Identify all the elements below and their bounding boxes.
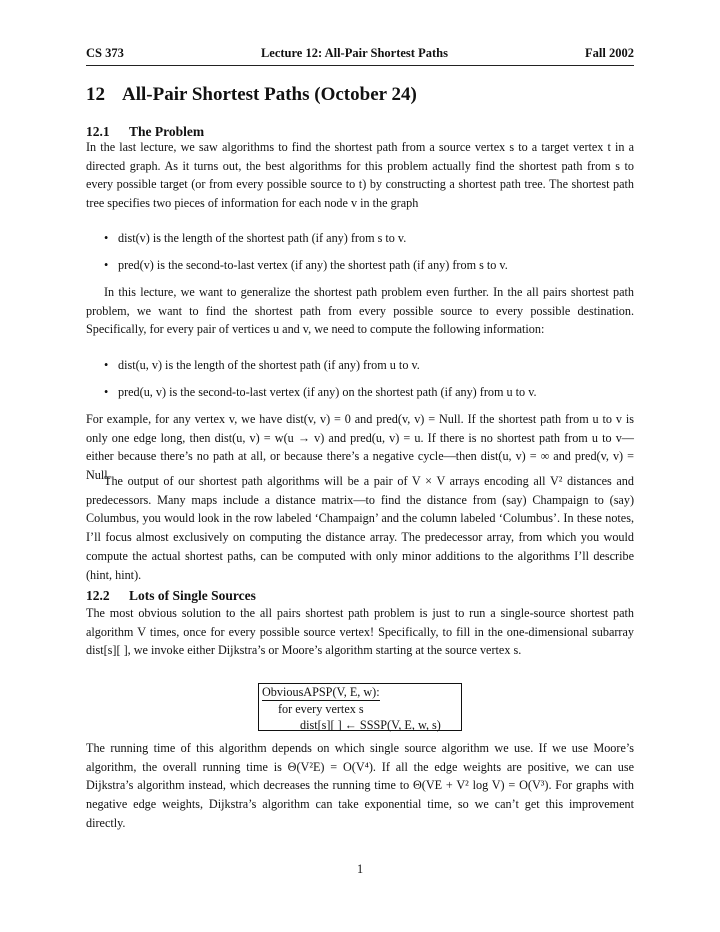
bullet-dot: • — [104, 358, 109, 372]
bullet-dot: • — [104, 385, 109, 399]
section-title: The Problem — [129, 124, 205, 139]
algorithm-line: for every vertex s — [278, 702, 364, 716]
bullet-text: pred(u, v) is the second-to-last vertex (if any) on the shortest path (if any) from u to v. — [118, 385, 537, 399]
algorithm-box — [258, 683, 462, 731]
section-number: 12.1 — [86, 124, 110, 139]
bullet-text: pred(v) is the second-to-last vertex (if any) the shortest path (if any) from s to v. — [118, 258, 508, 272]
bullet-item — [104, 256, 634, 275]
bullet-dot: • — [104, 258, 109, 272]
chapter-number: 12 — [86, 84, 105, 105]
bullet-text: dist(u, v) is the length of the shortest path (if any) from u to v. — [118, 358, 420, 372]
chapter-heading — [86, 84, 417, 106]
section-heading-2 — [86, 588, 256, 604]
section-title: Lots of Single Sources — [129, 588, 256, 603]
header-course: CS 373 — [86, 46, 124, 60]
paragraph-5: The most obvious solution to the all pairs shortest path problem is just to run a single-source shortest path algorithm V times, once for every possible source vertex! Specifically, to fill in the one-dimensional subarray dist[s][ ], we invoke either Dijkstra’s or Moore’s algorithm starting at the source vertex s. — [86, 606, 634, 658]
algorithm-line: dist[s][ ] ← SSSP(V, E, w, s) — [300, 718, 441, 732]
header-lecture: Lecture 12: All-Pair Shortest Paths — [260, 46, 448, 60]
page-number: 1 — [356, 862, 364, 876]
paragraph-3: For example, for any vertex v, we have dist(v, v) = 0 and pred(v, v) = Null. If the shortest path from u to v is only one edge long, then dist(u, v) = w(u → v) and pred(u, v) = u. If there is no shortest path from u to v—either because there’s no path at all, or because there’s a negative cycle—then dist(u, v) = ∞ and pred(v, v) = Null. — [86, 412, 634, 483]
bullet-dot: • — [104, 231, 109, 245]
section-number: 12.2 — [86, 588, 110, 603]
paragraph-2: In this lecture, we want to generalize the shortest path problem even further. In the all pairs shortest path problem, we want to find the shortest path from every possible source to every possible destination. Specifically, for every pair of vertices u and v, we need to compute the following information: — [86, 285, 634, 337]
chapter-title: All-Pair Shortest Paths (October 24) — [122, 84, 417, 105]
paragraph-4: The output of our shortest path algorithms will be a pair of V × V arrays encoding all V² distances and predecessors. Many maps include a distance matrix—to find the distance from (say) Champaign to (say) Columbus, you would look in the row labeled ‘Champaign’ and the column labeled ‘Columbus’. In these notes, I’ll focus almost exclusively on computing the distance array. The predecessor array, from which you would compute the actual shortest paths, can be computed with only minor additions to the algorithms I’ll describe (hint, hint). — [86, 474, 634, 582]
algorithm-title: ObviousAPSP(V, E, w): — [262, 685, 380, 699]
paragraph-6: The running time of this algorithm depends on which single source algorithm we use. If we use Moore’s algorithm, the overall running time is Θ(V²E) = O(V⁴). If all the edge weights are positive, we can use Dijkstra’s algorithm instead, which decreases the running time to Θ(VE + V² log V) = O(V³). For graphs with negative edge weights, Dijkstra’s algorithm can take exponential time, so we can’t get this improvement directly. — [86, 741, 634, 830]
bullet-item — [104, 383, 634, 402]
running-header — [86, 46, 634, 66]
paragraph-1: In the last lecture, we saw algorithms to find the shortest path from a source vertex s to a target vertex t in a directed graph. As it turns out, the best algorithms for this problem actually find the shortest path from s to every possible target (or from every possible source to t) by constructing a shortest path tree. The shortest path tree specifies two pieces of information for each node v in the graph — [86, 140, 634, 211]
header-term: Fall 2002 — [585, 46, 634, 60]
bullet-item — [104, 229, 634, 248]
bullet-item — [104, 356, 634, 375]
bullet-text: dist(v) is the length of the shortest path (if any) from s to v. — [118, 231, 407, 245]
